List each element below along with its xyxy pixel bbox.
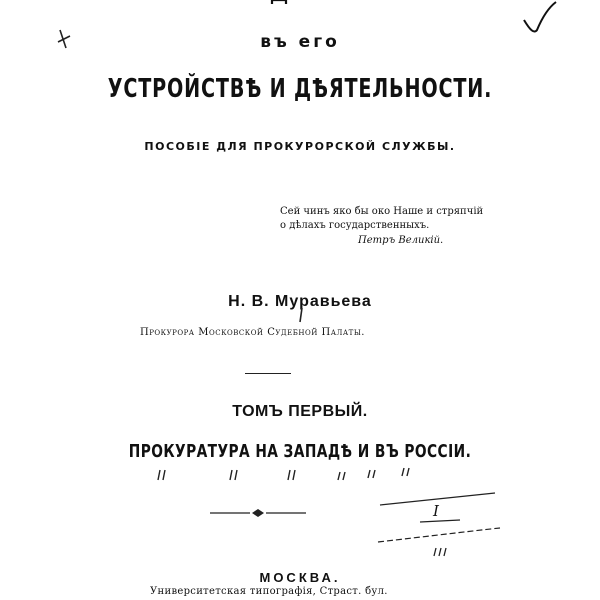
pencil-bracket — [378, 493, 500, 542]
imprint-printer: Университетская типографія, Страст. бул. — [150, 586, 388, 597]
epigraph-line-1: Сей чинъ яко бы око Наше и стряпчій — [280, 206, 484, 217]
ornament-divider — [210, 508, 306, 518]
check-mark — [524, 2, 556, 32]
pencil-tick-bottom — [434, 548, 446, 556]
author-position: Прокурора Московской Судебной Палаты. — [140, 327, 365, 338]
ditto-marks — [158, 468, 409, 480]
book-title: УСТРОЙСТВѢ И ДѢЯТЕЛЬНОСТИ. — [107, 74, 493, 104]
epigraph-attribution: Петръ Великій. — [358, 235, 444, 246]
handwritten-volume-number: I — [433, 502, 439, 520]
preposition-line: въ его — [260, 32, 340, 52]
volume-label: ТОМЪ ПЕРВЫЙ. — [232, 403, 368, 420]
book-subtitle: ПОСОБІЕ ДЛЯ ПРОКУРОРСКОЙ СЛУЖБЫ. — [144, 140, 456, 153]
cropped-letter-fragment — [270, 0, 294, 6]
volume-subtitle: ПРОКУРАТУРА НА ЗАПАДѢ И ВЪ РОССІИ. — [128, 441, 472, 462]
epigraph-line-2: о дѣлахъ государственныхъ. — [280, 220, 430, 231]
imprint-city: МОСКВА. — [259, 570, 341, 585]
author-name: Н. В. Муравьева — [228, 293, 372, 310]
divider-rule — [245, 373, 291, 374]
